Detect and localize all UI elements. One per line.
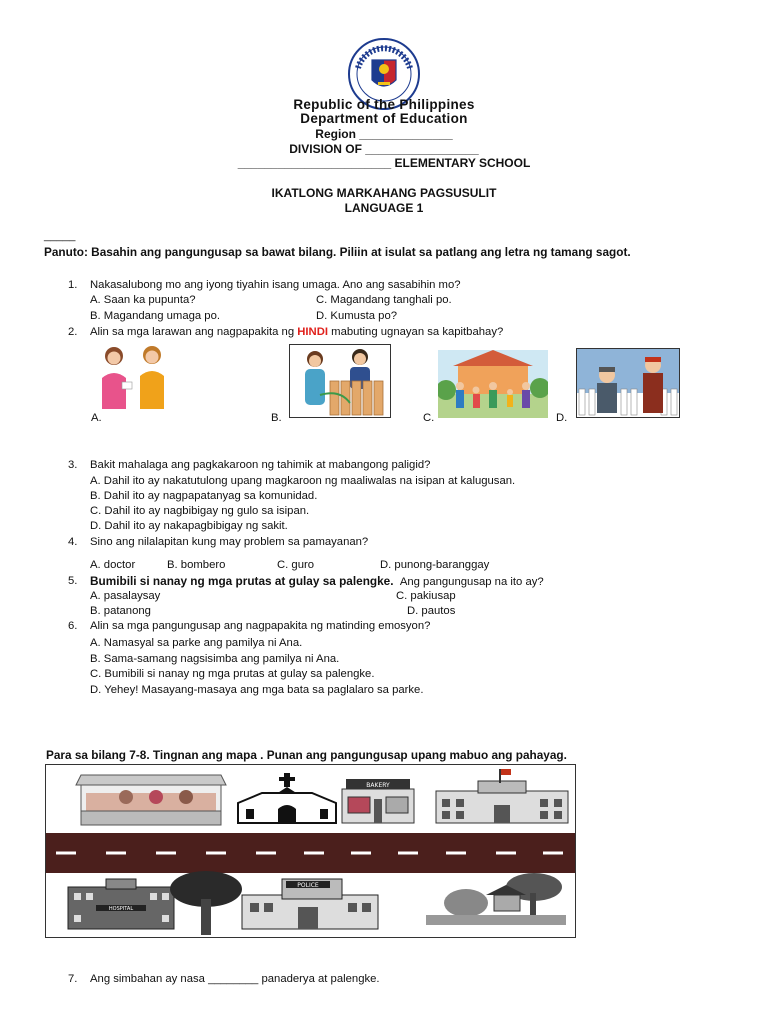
- bakery-icon: [342, 779, 414, 823]
- q4-option-c[interactable]: C. guro: [277, 559, 315, 571]
- bakery-sign: BAKERY: [366, 782, 390, 789]
- church-icon: [238, 773, 336, 823]
- q6-option-b[interactable]: B. Sama-samang nagsisimba ang pamilya ni Ana.: [90, 653, 340, 665]
- school-line: _______________________ ELEMENTARY SCHOOL: [237, 156, 531, 170]
- q3-text: Bakit mahalaga ang pagkakaroon ng tahimik at mabangong paligid?: [90, 459, 431, 471]
- hospital-sign: HOSPITAL: [108, 906, 134, 912]
- municipal-hall-icon: [436, 769, 568, 823]
- score-blank[interactable]: _____: [44, 230, 76, 242]
- q5-number: 5.: [68, 575, 78, 587]
- region-line: Region ______________: [315, 127, 453, 141]
- q5-option-c[interactable]: C. pakiusap: [396, 590, 456, 602]
- q3-number: 3.: [68, 459, 78, 471]
- q6-number: 6.: [68, 620, 78, 632]
- q5-option-a[interactable]: A. pasalaysay: [90, 590, 161, 602]
- q2-label-d: D.: [556, 412, 568, 424]
- q4-option-b[interactable]: B. bombero: [167, 559, 226, 571]
- q6-option-d[interactable]: D. Yehey! Masayang-masaya ang mga bata sa paglalaro sa parke.: [90, 684, 424, 696]
- q2-picture-c[interactable]: [437, 349, 549, 419]
- q1-option-d[interactable]: D. Kumusta po?: [316, 310, 398, 322]
- q5-option-d[interactable]: D. pautos: [407, 605, 456, 617]
- hospital-icon: [68, 879, 174, 929]
- q3-option-c[interactable]: C. Dahil ito ay nagbibigay ng gulo sa isipan.: [90, 505, 310, 517]
- q4-option-a[interactable]: A. doctor: [90, 559, 136, 571]
- q2-number: 2.: [68, 326, 78, 338]
- q3-option-b[interactable]: B. Dahil ito ay nagpapatanyag sa komunidad.: [90, 490, 318, 502]
- q7-text: Ang simbahan ay nasa ________ panaderya at palengke.: [90, 973, 380, 985]
- q2-label-b: B.: [271, 412, 282, 424]
- q4-option-d[interactable]: D. punong-baranggay: [380, 559, 490, 571]
- q6-text: Alin sa mga pangungusap ang nagpapakita ng matinding emosyon?: [90, 620, 431, 632]
- market-icon: [76, 775, 226, 825]
- q1-number: 1.: [68, 279, 78, 291]
- q2-picture-a[interactable]: [91, 341, 179, 410]
- q7-number: 7.: [68, 973, 78, 985]
- q6-option-c[interactable]: C. Bumibili si nanay ng mga prutas at gulay sa palengke.: [90, 668, 375, 680]
- q1-option-c[interactable]: C. Magandang tanghali po.: [316, 294, 452, 306]
- tree-icon: [170, 871, 242, 935]
- q1-option-a[interactable]: A. Saan ka pupunta?: [90, 294, 196, 306]
- directions: Panuto: Basahin ang pangungusap sa bawat bilang. Piliin at isulat sa patlang ang letra ng tamang sagot.: [44, 245, 631, 259]
- q2-picture-b[interactable]: [289, 344, 391, 418]
- police-station-icon: [242, 879, 378, 929]
- q3-option-a[interactable]: A. Dahil ito ay nakatutulong upang magkaroon ng maaliwalas na isipan at kalugusan.: [90, 475, 516, 487]
- hindi-emphasis: HINDI: [297, 326, 329, 338]
- q5-bold-sentence: Bumibili si nanay ng mga prutas at gulay sa palengke.: [90, 574, 394, 588]
- q2-picture-d[interactable]: [576, 348, 680, 418]
- q2-label-a: A.: [91, 412, 102, 424]
- community-map: [45, 764, 576, 938]
- q5-text: Bumibili si nanay ng mga prutas at gulay sa palengke. Ang pangungusap na ito ay?: [90, 574, 544, 588]
- department-title: Department of Education: [300, 111, 468, 126]
- republic-title: Republic of the Philippines: [293, 97, 475, 112]
- map-directions: Para sa bilang 7-8. Tingnan ang mapa . Punan ang pangungusap upang mabuo ang pahayag.: [46, 748, 567, 762]
- q2-label-c: C.: [423, 412, 435, 424]
- subject-title: LANGUAGE 1: [344, 201, 424, 215]
- q2-text: Alin sa mga larawan ang nagpapakita ng HINDI mabuting ugnayan sa kapitbahay?: [90, 326, 504, 338]
- q1-text: Nakasalubong mo ang iyong tiyahin isang umaga. Ano ang sasabihin mo?: [90, 279, 461, 291]
- police-sign: POLICE: [297, 882, 319, 889]
- q5-option-b[interactable]: B. patanong: [90, 605, 151, 617]
- q1-option-b[interactable]: B. Magandang umaga po.: [90, 310, 221, 322]
- park-icon: [426, 873, 566, 925]
- exam-title: IKATLONG MARKAHANG PAGSUSULIT: [271, 186, 497, 200]
- division-line: DIVISION OF _________________: [289, 142, 479, 156]
- q4-text: Sino ang nilalapitan kung may problem sa pamayanan?: [90, 536, 369, 548]
- q4-number: 4.: [68, 536, 78, 548]
- q6-option-a[interactable]: A. Namasyal sa parke ang pamilya ni Ana.: [90, 637, 303, 649]
- q3-option-d[interactable]: D. Dahil ito ay nakapagbibigay ng sakit.: [90, 520, 288, 532]
